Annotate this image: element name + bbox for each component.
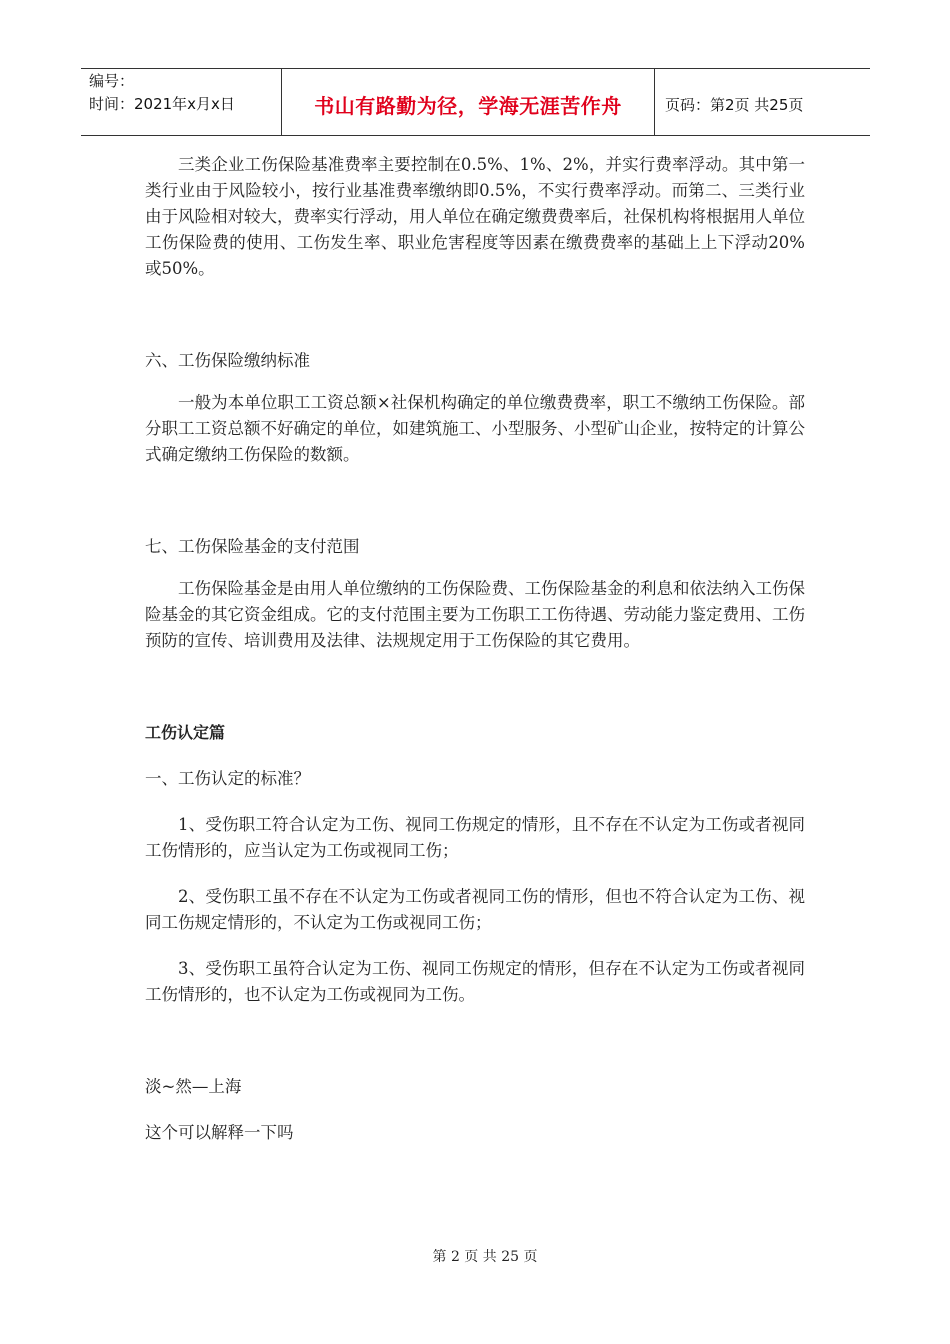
list-item: 3、受伤职工虽符合认定为工伤、视同工伤规定的情形，但存在不认定为工伤或者视同工伤情形的，也不认定为工伤或视同为工伤。	[145, 959, 805, 1004]
header-page-info: 页码：第2页 共25页	[665, 95, 804, 114]
user-question: 这个可以解释一下吗	[145, 1123, 294, 1142]
document-header	[81, 68, 870, 136]
question-one: 一、工伤认定的标准？	[145, 769, 310, 788]
header-motto: 书山有路勤为径，学海无涯苦作舟	[282, 69, 655, 135]
section-title: 工伤认定篇	[145, 723, 226, 742]
paragraph-rates: 三类企业工伤保险基准费率主要控制在0.5%、1%、2%，并实行费率浮动。其中第一类行业由于风险较小，按行业基准费率缴纳即0.5%，不实行费率浮动。而第二、三类行业由于风险相对较大，费率实行浮动，用人单位在确定缴费费率后，社保机构将根据用人单位工伤保险费的使用、工伤发生率、职业危害程度等因素在缴费费率的基础上上下浮动20%或50%。	[145, 155, 805, 278]
list-item: 2、受伤职工虽不存在不认定为工伤或者视同工伤的情形，但也不符合认定为工伤、视同工伤规定情形的，不认定为工伤或视同工伤；	[145, 887, 805, 932]
heading-six: 六、工伤保险缴纳标准	[145, 351, 310, 370]
paragraph-payment-standard: 一般为本单位职工工资总额×社保机构确定的单位缴费费率，职工不缴纳工伤保险。部分职工工资总额不好确定的单位，如建筑施工、小型服务、小型矿山企业，按特定的计算公式确定缴纳工伤保险的数额。	[145, 393, 805, 464]
page-footer: 第 2 页 共 25 页	[432, 1249, 538, 1265]
list-item: 1、受伤职工符合认定为工伤、视同工伤规定的情形，且不存在不认定为工伤或者视同工伤情形的，应当认定为工伤或视同工伤；	[145, 815, 805, 860]
number-label: 编号：	[89, 72, 135, 90]
paragraph-fund-scope: 工伤保险基金是由用人单位缴纳的工伤保险费、工伤保险基金的利息和依法纳入工伤保险基金的其它资金组成。它的支付范围主要为工伤职工工伤待遇、劳动能力鉴定费用、工伤预防的宣传、培训费用及法律、法规规定用于工伤保险的其它费用。	[145, 579, 805, 650]
document-body	[145, 152, 805, 1146]
user-name: 淡~然—上海	[145, 1077, 242, 1096]
heading-seven: 七、工伤保险基金的支付范围	[145, 537, 360, 556]
header-meta-cell	[81, 69, 282, 135]
time-label: 时间：2021年x月x日	[89, 95, 235, 113]
